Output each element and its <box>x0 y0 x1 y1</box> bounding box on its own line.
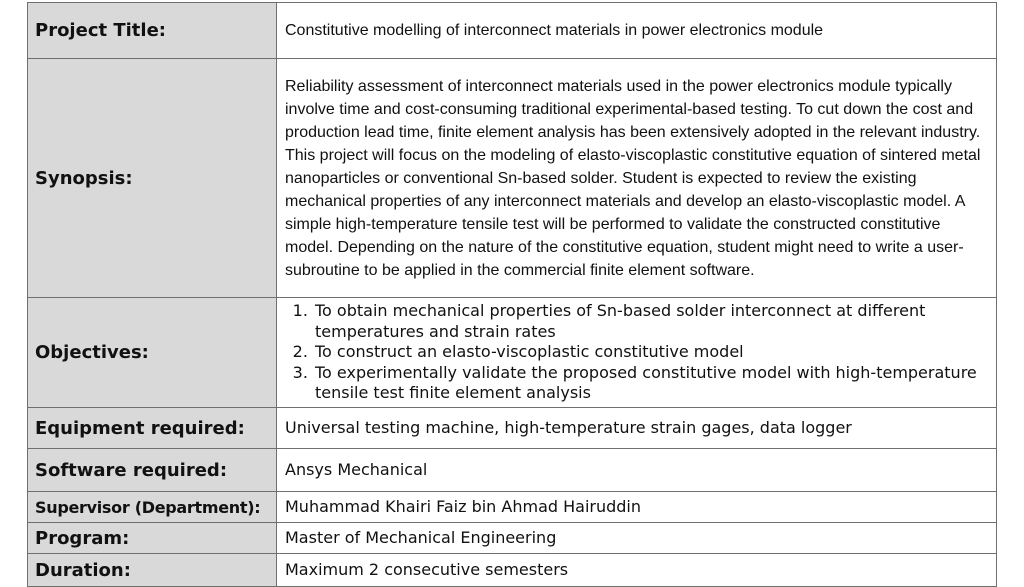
program-label: Program: <box>28 523 277 554</box>
objectives-label: Objectives: <box>28 298 277 408</box>
project-title-value: Constitutive modelling of interconnect materials in power electronics module <box>277 3 997 59</box>
row-project-title <box>28 3 997 59</box>
synopsis-value: Reliability assessment of interconnect materials used in the power electronics module typically involve time and cost-consuming traditional experimental-based testing. To cut down the cost and production lead time, finite element analysis has been extensively adopted in the relevant industry. This project will focus on the modeling of elasto-viscoplastic constitutive equation of sintered metal nanoparticles or conventional Sn-based solder. Student is expected to review the existing mechanical properties of any interconnect materials and develop an elasto-viscoplastic model. A simple high-temperature tensile test will be performed to validate the constructed constitutive model. Depending on the nature of the constitutive equation, student might need to write a user-subroutine to be applied in the commercial finite element software. <box>277 59 997 298</box>
row-objectives <box>28 298 997 408</box>
row-synopsis <box>28 59 997 298</box>
objective-item: 1. To obtain mechanical properties of Sn-based solder interconnect at different temperatures and strain rates <box>313 301 990 342</box>
duration-value: Maximum 2 consecutive semesters <box>277 554 997 587</box>
project-sheet <box>27 2 997 581</box>
duration-label: Duration: <box>28 554 277 587</box>
synopsis-label: Synopsis: <box>28 59 277 298</box>
objectives-value <box>277 298 997 408</box>
row-supervisor <box>28 492 997 523</box>
supervisor-value: Muhammad Khairi Faiz bin Ahmad Hairuddin <box>277 492 997 523</box>
equipment-label: Equipment required: <box>28 408 277 449</box>
row-software <box>28 449 997 492</box>
objective-item: 2. To construct an elasto-viscoplastic constitutive model <box>313 342 990 363</box>
project-table <box>27 2 997 587</box>
row-program <box>28 523 997 554</box>
software-value: Ansys Mechanical <box>277 449 997 492</box>
objectives-list <box>285 301 990 404</box>
software-label: Software required: <box>28 449 277 492</box>
row-equipment <box>28 408 997 449</box>
project-title-label: Project Title: <box>28 3 277 59</box>
supervisor-label: Supervisor (Department): <box>28 492 277 523</box>
equipment-value: Universal testing machine, high-temperature strain gages, data logger <box>277 408 997 449</box>
row-duration <box>28 554 997 587</box>
program-value: Master of Mechanical Engineering <box>277 523 997 554</box>
objective-item: 3. To experimentally validate the proposed constitutive model with high-temperature tensile test finite element analysis <box>313 363 990 404</box>
